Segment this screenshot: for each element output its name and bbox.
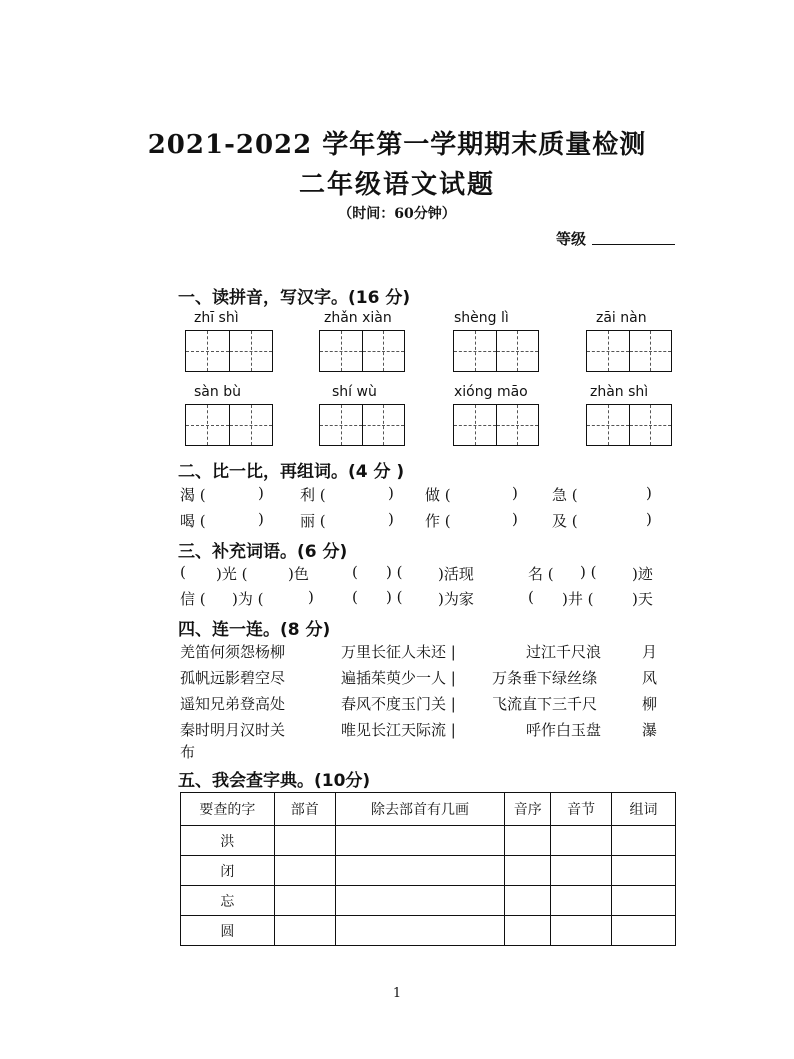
answer-cell[interactable] (505, 886, 551, 916)
writing-grid[interactable] (586, 330, 672, 372)
idiom-part: )迹 (632, 565, 653, 583)
compare-close: ) (512, 510, 518, 528)
column-header: 要查的字 (181, 793, 275, 826)
pinyin-label: shí wù (332, 384, 377, 400)
answer-cell[interactable] (505, 826, 551, 856)
compare-close: ) (512, 484, 518, 502)
poem-line: 万里长征人未还 | (341, 643, 456, 661)
poem-line: 羌笛何须怨杨柳 (180, 643, 286, 661)
answer-cell[interactable] (612, 886, 676, 916)
answer-cell[interactable] (335, 856, 505, 886)
answer-cell[interactable] (551, 856, 612, 886)
idiom-part: ( (352, 563, 358, 581)
lookup-char: 忘 (181, 886, 275, 916)
dictionary-table (180, 792, 676, 946)
poem-line: 呼作白玉盘 (526, 721, 602, 739)
pinyin-label: shèng lì (454, 310, 509, 326)
poem-line: 遍插茱萸少一人 | (341, 669, 456, 687)
writing-grid[interactable] (586, 404, 672, 446)
poem-line: 唯见长江天际流 | (341, 721, 456, 739)
compare-close: ) (646, 484, 652, 502)
section5-heading: 五、我会查字典。(10分) (178, 771, 371, 791)
compare-close: ) (388, 484, 394, 502)
poem-line: 春风不度玉门关 | (341, 695, 456, 713)
poem-title: 风 (642, 669, 658, 687)
exam-subtitle: 二年级语文试题 (298, 170, 495, 200)
poem-title: 月 (642, 643, 658, 661)
compare-item: 利 ( (300, 486, 326, 504)
compare-item: 作 ( (425, 512, 451, 530)
writing-grid[interactable] (319, 404, 405, 446)
compare-close: ) (258, 510, 264, 528)
answer-cell[interactable] (612, 916, 676, 946)
poem-line: 过江千尺浪 (526, 643, 602, 661)
exam-time: （时间：60分钟） (338, 206, 456, 222)
compare-item: 做 ( (425, 486, 451, 504)
compare-item: 及 ( (552, 512, 578, 530)
table-row (181, 916, 676, 946)
column-header: 除去部首有几画 (335, 793, 505, 826)
page-number: 1 (392, 986, 402, 1001)
idiom-part: )为 ( (232, 590, 264, 608)
poem-line: 秦时明月汉时关 (180, 721, 286, 739)
table-row (181, 826, 676, 856)
answer-cell[interactable] (335, 916, 505, 946)
idiom-part: ( (528, 588, 534, 606)
idiom-part: )为家 (438, 590, 474, 608)
table-row (181, 886, 676, 916)
section4-heading: 四、连一连。(8 分) (178, 620, 331, 640)
section2-heading: 二、比一比，再组词。(4 分 ) (178, 462, 405, 482)
lookup-char: 圆 (181, 916, 275, 946)
compare-item: 喝 ( (180, 512, 206, 530)
answer-cell[interactable] (551, 826, 612, 856)
idiom-part: 信 ( (180, 590, 206, 608)
compare-item: 急 ( (552, 486, 578, 504)
poem-title: 瀑 (642, 721, 658, 739)
answer-cell[interactable] (274, 826, 335, 856)
writing-grid[interactable] (185, 404, 273, 446)
answer-cell[interactable] (612, 826, 676, 856)
column-header: 组词 (612, 793, 676, 826)
idiom-part: ) ( (386, 588, 403, 606)
poem-line: 遥知兄弟登高处 (180, 695, 286, 713)
lookup-char: 洪 (181, 826, 275, 856)
idiom-part: ) ( (580, 563, 597, 581)
idiom-part: )活现 (438, 565, 474, 583)
idiom-part: ) (308, 588, 314, 606)
idiom-part: ) ( (386, 563, 403, 581)
pinyin-label: xióng māo (454, 384, 528, 400)
compare-item: 渴 ( (180, 486, 206, 504)
grade-blank (592, 244, 675, 245)
compare-close: ) (646, 510, 652, 528)
answer-cell[interactable] (335, 826, 505, 856)
idiom-part: )井 ( (562, 590, 594, 608)
idiom-part: )天 (632, 590, 653, 608)
column-header: 部首 (274, 793, 335, 826)
answer-cell[interactable] (274, 886, 335, 916)
answer-cell[interactable] (274, 856, 335, 886)
pinyin-label: sàn bù (194, 384, 241, 400)
writing-grid[interactable] (453, 330, 539, 372)
compare-item: 丽 ( (300, 512, 326, 530)
exam-title: 2021-2022 学年第一学期期末质量检测 (147, 130, 647, 160)
pinyin-label: zhī shì (194, 310, 239, 326)
idiom-part: ( (352, 588, 358, 606)
answer-cell[interactable] (335, 886, 505, 916)
column-header: 音序 (505, 793, 551, 826)
pinyin-label: zhǎn xiàn (324, 310, 392, 326)
poem-title: 柳 (642, 695, 658, 713)
lookup-char: 闭 (181, 856, 275, 886)
answer-cell[interactable] (551, 886, 612, 916)
writing-grid[interactable] (319, 330, 405, 372)
section3-heading: 三、补充词语。(6 分) (178, 542, 348, 562)
writing-grid[interactable] (453, 404, 539, 446)
pinyin-label: zāi nàn (596, 310, 647, 326)
poem-line: 布 (180, 743, 196, 761)
table-row (181, 856, 676, 886)
compare-close: ) (388, 510, 394, 528)
column-header: 音节 (551, 793, 612, 826)
idiom-part: )色 (288, 565, 309, 583)
poem-line: 万条垂下绿丝绦 (492, 669, 598, 687)
answer-cell[interactable] (274, 916, 335, 946)
idiom-part: ( (180, 563, 186, 581)
compare-close: ) (258, 484, 264, 502)
answer-cell[interactable] (505, 856, 551, 886)
answer-cell[interactable] (505, 916, 551, 946)
pinyin-label: zhàn shì (590, 384, 649, 400)
table-header-row (181, 793, 676, 826)
section1-heading: 一、读拼音，写汉字。(16 分) (178, 288, 411, 308)
answer-cell[interactable] (612, 856, 676, 886)
poem-line: 孤帆远影碧空尽 (180, 669, 286, 687)
answer-cell[interactable] (551, 916, 612, 946)
writing-grid[interactable] (185, 330, 273, 372)
grade-label: 等级 (556, 230, 587, 248)
idiom-part: 名 ( (528, 565, 554, 583)
poem-line: 飞流直下三千尺 (492, 695, 598, 713)
idiom-part: )光 ( (216, 565, 248, 583)
